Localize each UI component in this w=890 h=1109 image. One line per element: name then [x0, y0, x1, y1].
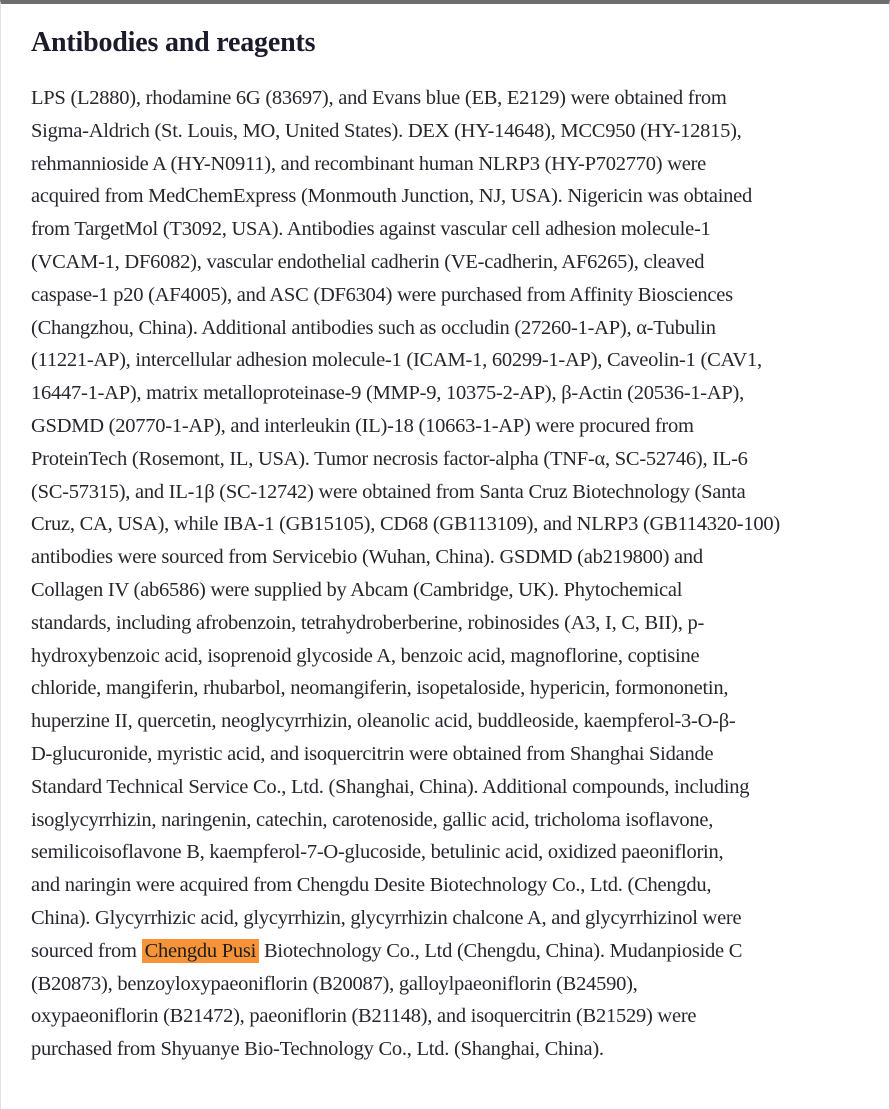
- body-line: China). Glycyrrhizic acid, glycyrrhizin, glycyrrhizin chalcone A, and glycyrrhizinol were: [31, 906, 742, 929]
- body-line: Sigma-Aldrich (St. Louis, MO, United States). DEX (HY-14648), MCC950 (HY-12815),: [31, 119, 742, 142]
- body-line: standards, including afrobenzoin, tetrahydroberberine, robinosides (A3, I, C, BII), p-: [31, 611, 705, 634]
- body-line: rehmannioside A (HY-N0911), and recombinant human NLRP3 (HY-P702770) were: [31, 152, 707, 175]
- body-line: acquired from MedChemExpress (Monmouth Junction, NJ, USA). Nigericin was obtained: [31, 185, 753, 208]
- body-line: isoglycyrrhizin, naringenin, catechin, carotenoside, gallic acid, tricholoma isoflavone,: [31, 808, 714, 831]
- body-line: (B20873), benzoyloxypaeoniflorin (B20087), galloylpaeoniflorin (B24590),: [31, 972, 638, 995]
- body-line: huperzine II, quercetin, neoglycyrrhizin, oleanolic acid, buddleoside, kaempferol-3-O-β-: [31, 710, 736, 733]
- body-line: Cruz, CA, USA), while IBA-1 (GB15105), CD68 (GB113109), and NLRP3 (GB114320-100): [31, 513, 780, 536]
- body-line: chloride, mangiferin, rhubarbol, neomangiferin, isopetaloside, hypericin, formononetin,: [31, 677, 729, 700]
- body-line: antibodies were sourced from Servicebio (Wuhan, China). GSDMD (ab219800) and: [31, 546, 703, 569]
- body-line: ProteinTech (Rosemont, IL, USA). Tumor necrosis factor-alpha (TNF-α, SC-52746), IL-6: [31, 447, 748, 470]
- section-heading: Antibodies and reagents: [31, 27, 316, 58]
- body-line: (Changzhou, China). Additional antibodies such as occludin (27260-1-AP), α-Tubulin: [31, 316, 716, 339]
- highlighted-term: Chengdu Pusi: [142, 939, 259, 963]
- body-line: Collagen IV (ab6586) were supplied by Abcam (Cambridge, UK). Phytochemical: [31, 578, 683, 601]
- body-paragraph: [31, 82, 861, 1066]
- body-line: (VCAM-1, DF6082), vascular endothelial cadherin (VE-cadherin, AF6265), cleaved: [31, 250, 705, 273]
- body-line: hydroxybenzoic acid, isoprenoid glycoside A, benzoic acid, magnoflorine, coptisine: [31, 644, 700, 667]
- body-line: semilicoisoflavone B, kaempferol-7-O-glucoside, betulinic acid, oxidized paeoniflorin,: [31, 841, 724, 864]
- body-line: Standard Technical Service Co., Ltd. (Shanghai, China). Additional compounds, including: [31, 775, 750, 798]
- body-line: D-glucuronide, myristic acid, and isoquercitrin were obtained from Shanghai Sidande: [31, 742, 714, 765]
- body-line: oxypaeoniflorin (B21472), paeoniflorin (B21148), and isoquercitrin (B21529) were: [31, 1005, 697, 1028]
- body-line: purchased from Shyuanye Bio-Technology Co., Ltd. (Shanghai, China).: [31, 1038, 604, 1061]
- body-line: (SC-57315), and IL-1β (SC-12742) were obtained from Santa Cruz Biotechnology (Santa: [31, 480, 746, 503]
- body-line: (11221-AP), intercellular adhesion molecule-1 (ICAM-1, 60299-1-AP), Caveolin-1 (CAV1,: [31, 349, 762, 372]
- body-line: and naringin were acquired from Chengdu Desite Biotechnology Co., Ltd. (Chengdu,: [31, 874, 712, 897]
- body-line: from TargetMol (T3092, USA). Antibodies against vascular cell adhesion molecule-1: [31, 218, 711, 241]
- body-line: caspase-1 p20 (AF4005), and ASC (DF6304) were purchased from Affinity Biosciences: [31, 283, 733, 306]
- section-content: [1, 4, 889, 1066]
- body-line: GSDMD (20770-1-AP), and interleukin (IL)-18 (10663-1-AP) were procured from: [31, 414, 694, 437]
- body-line: sourced from Chengdu Pusi Biotechnology Co., Ltd (Chengdu, China). Mudanpioside C: [31, 939, 743, 962]
- body-line: LPS (L2880), rhodamine 6G (83697), and Evans blue (EB, E2129) were obtained from: [31, 87, 727, 109]
- body-line: 16447-1-AP), matrix metalloproteinase-9 (MMP-9, 10375-2-AP), β-Actin (20536-1-AP),: [31, 382, 745, 405]
